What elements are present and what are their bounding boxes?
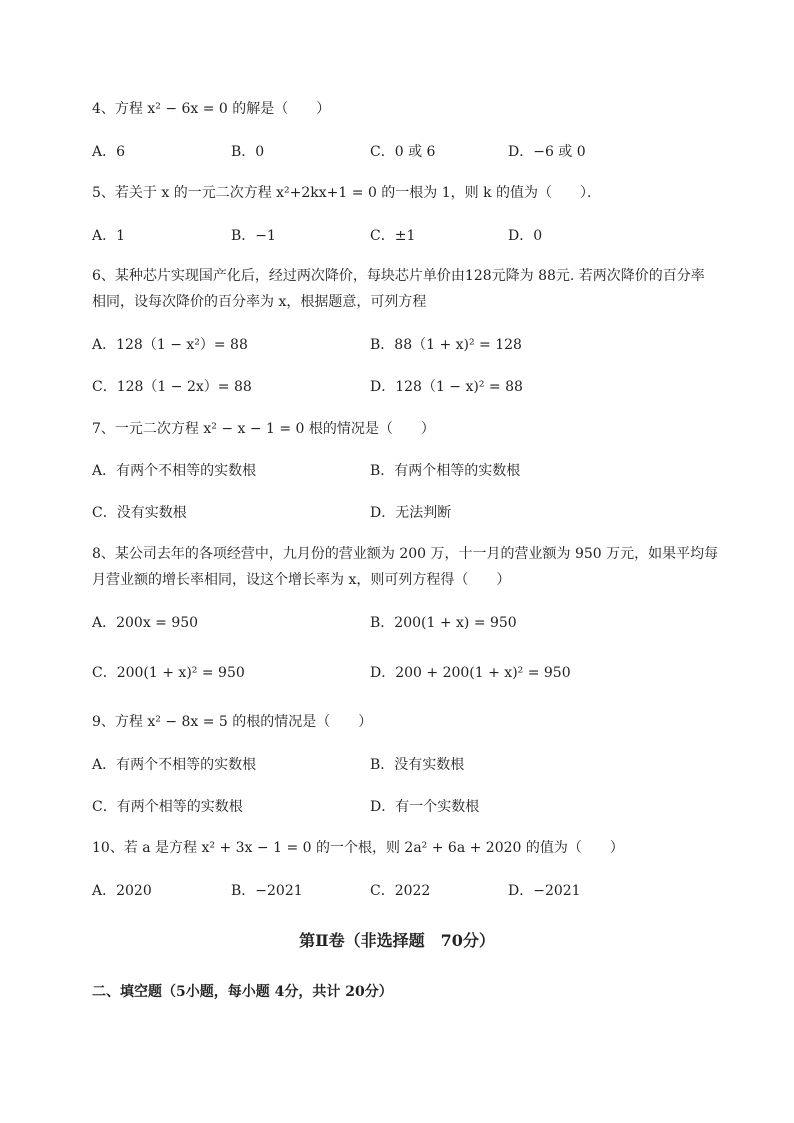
question-7-option-b: B．有两个相等的实数根 [370,463,521,479]
question-7-option-c: C．没有实数根 [92,505,187,521]
question-7-option-d: D．无法判断 [370,505,452,521]
question-9-option-b: B．没有实数根 [370,757,465,773]
part-title: 二、填空题（5小题，每小题 4分，共计 20分） [92,984,393,1000]
question-4-stem: 4、方程 x² − 6x = 0 的解是（ ） [92,101,331,117]
question-9-option-a: A．有两个不相等的实数根 [92,757,257,773]
question-9-option-d: D．有一个实数根 [370,799,480,815]
question-7-option-a: A．有两个不相等的实数根 [92,463,257,479]
question-5-option-c: C．±1 [370,228,416,244]
question-8-option-a: A．200x = 950 [92,615,199,631]
question-4-option-c: C．0 或 6 [370,144,436,160]
question-6-option-a: A．128（1 − x²）= 88 [92,337,248,353]
question-5-stem: 5、若关于 x 的一元二次方程 x²+2kx+1 = 0 的一根为 1，则 k 的值为（ ）． [92,185,602,201]
question-8-stem-line-1: 8、某公司去年的各项经营中，九月份的营业额为 200 万，十一月的营业额为 950 万元，如果平均每 [92,546,719,562]
question-10-option-a: A．2020 [92,883,152,899]
question-6-option-c: C．128（1 − 2x）= 88 [92,379,252,395]
question-6-stem-line-1: 6、某种芯片实现国产化后，经过两次降价，每块芯片单价由128元降为 88元. 若两次降价的百分率 [92,268,705,284]
question-4-option-b: B．0 [231,144,265,160]
question-8-stem-line-2: 月营业额的增长率相同，设这个增长率为 x，则可列方程得（ ） [92,572,511,588]
question-10-option-d: D．−2021 [508,883,581,899]
question-7-stem: 7、一元二次方程 x² − x − 1 = 0 根的情况是（ ） [92,421,435,437]
question-4-option-d: D．−6 或 0 [508,144,586,160]
section-title: 第Ⅱ卷（非选择题 70分） [299,931,495,950]
question-6-option-b: B．88（1 + x)² = 128 [370,337,522,353]
question-8-option-b: B．200(1 + x) = 950 [370,615,517,631]
question-8-option-d: D．200 + 200(1 + x)² = 950 [370,665,571,681]
question-8-option-c: C．200(1 + x)² = 950 [92,665,245,681]
question-10-stem: 10、若 a 是方程 x² + 3x − 1 = 0 的一个根，则 2a² + 6a + 2020 的值为（ ） [92,840,624,856]
question-10-option-b: B．−2021 [231,883,303,899]
question-10-option-c: C．2022 [370,883,431,899]
question-6-stem-line-2: 相同，设每次降价的百分率为 x，根据题意，可列方程 [92,294,427,310]
question-9-option-c: C．有两个相等的实数根 [92,799,243,815]
question-5-option-a: A．1 [92,228,126,244]
question-5-option-b: B．−1 [231,228,276,244]
question-4-option-a: A．6 [92,144,126,160]
question-9-stem: 9、方程 x² − 8x = 5 的根的情况是（ ） [92,714,373,730]
question-6-option-d: D．128（1 − x)² = 88 [370,379,523,395]
question-5-option-d: D．0 [508,228,543,244]
